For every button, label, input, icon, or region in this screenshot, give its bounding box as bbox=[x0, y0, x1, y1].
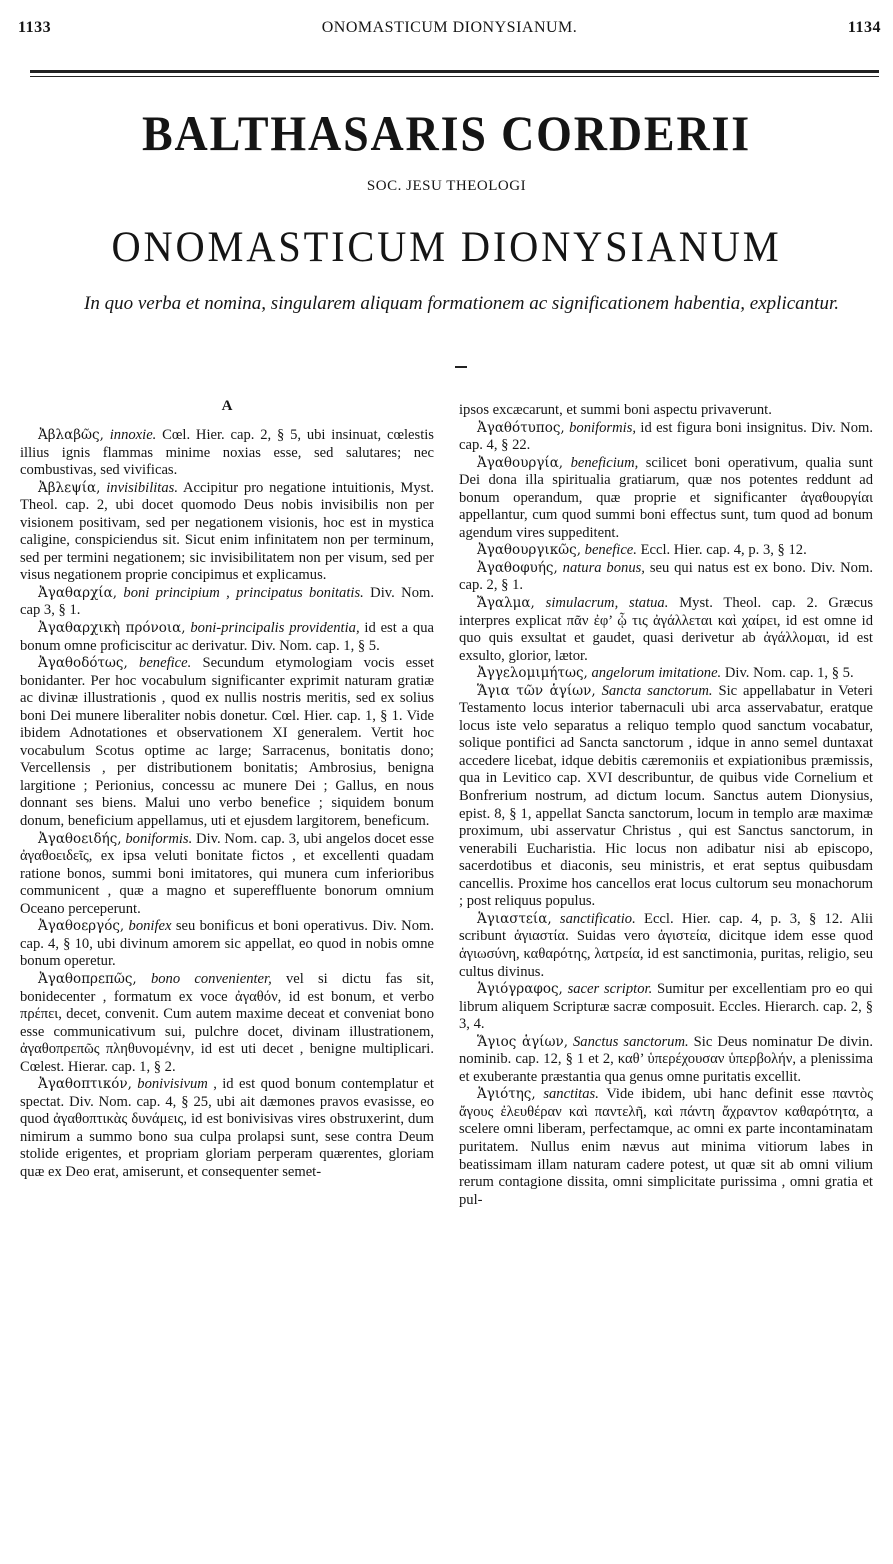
header-rule-thick bbox=[30, 70, 879, 73]
entry-headword: Ἀγαθουργία, bbox=[477, 454, 564, 471]
entry-translation: benefice. bbox=[139, 655, 192, 672]
section-letter: A bbox=[221, 398, 233, 414]
entry-translation: sanctificatio. bbox=[559, 910, 636, 927]
entry-headword: Ἀγαθαρχικὴ πρόνοια, bbox=[38, 620, 186, 637]
left-column bbox=[20, 398, 434, 1182]
dictionary-entry bbox=[459, 420, 873, 455]
entry-text: Sic Deus nominatur De divin. nominib. cap. 12, § 1 et 2, καθ’ ὑπερέχουσαν ὑπερβολήν, a plenissima et exuberante præstantia qua genus omne puritatis excellit. bbox=[459, 1033, 873, 1085]
entry-text: id est a qua bonum omne proficiscitur ac derivatur. Div. Nom. cap. 1, § 5. bbox=[20, 620, 434, 654]
dictionary-entry bbox=[459, 981, 873, 1034]
entry-headword: Ἀγαθαρχία, bbox=[38, 584, 117, 601]
entry-text: Vide ibidem, ubi hanc definit esse παντὸς ἄγους ἐλευθέραν καὶ παντελῆ, καὶ πάντη ἄχραντον καθαρότητα, a scelere omni liberam, perfectamque, ac omni ex parte incontaminatam puritatem. Nullus enim nævus aut minima vitiorum labes in beatissimam illam naturam cadere potest, ut quæ sit ab omni vilium rerum contagione dissita, omni simplicitate purissima , omni gratia et pul- bbox=[459, 1086, 873, 1208]
entry-text: vel si dictu fas sit, bonidecenter , formatum ex voce ἀγαθόν, id est bonum, et verbo πρέπει, decet, convenit. Cum autem maxime deceat et conveniat bono esse communicativum sui, pulchre docet, divinam illustrationem, ἀγαθοπρεπῶς πληθυνομένην, id est uti decet , benigne multiplicari. Cœlest. Hierar. cap. 1, § 2. bbox=[20, 970, 434, 1075]
dictionary-entry bbox=[459, 1086, 873, 1209]
dictionary-entry bbox=[459, 1034, 873, 1087]
work-title: ONOMASTICUM DIONYSIANUM bbox=[111, 224, 782, 271]
dictionary-entry bbox=[459, 560, 873, 595]
entry-text: id est figura boni insignitus. Div. Nom. cap. 4, § 22. bbox=[459, 419, 873, 454]
entry-text: Sic appellabatur in Veteri Testamento locus interior tabernaculi ubi arca asservabatur, eratque locus iste velo separatus a reliquo templo quod sanctum vocabatur, solique pontifici ad Sancta sanctorum , idque in anno semel duntaxat accedere licebat, idque debitis cæremoniis et expiationibus præmissis, qua in Levitico cap. XVI describuntur, de quibus vide Cornelium et Bonfrerium nostrum, ad dictum locum. Sanctus autem Dionysius, epist. 8, § 1, appellat Sancta sanctorum, locum in templo aræ maximæ proximum, ubi asservatur Christus , qui est Sanctus sanctorum, in venerabili Eucharistia. Hic locus non adibatur nisi ab episcopo, sacerdotibus et diaconis, seu ministris, et erat septus quibusdam cancellis. Proxime hos cancellos erat locus cultorum seu monachorum ; post reliquus populus. bbox=[459, 682, 873, 910]
entry-headword: Ἀγαθοφυής, bbox=[477, 559, 558, 576]
author-subtitle: SOC. JESU THEOLOGI bbox=[366, 178, 527, 194]
dictionary-entry bbox=[459, 455, 873, 543]
running-title: ONOMASTICUM DIONYSIANUM. bbox=[321, 19, 578, 36]
right-column bbox=[459, 402, 873, 1209]
entry-text: Cœl. Hier. cap. 2, § 5, ubi insinuat, cœlestis illius ignis flammas minime noxias esse, sed salutares; nec combustivas, sed vivificas. bbox=[20, 427, 434, 479]
dictionary-entry bbox=[459, 595, 873, 665]
work-description: In quo verba et nomina, singularem aliquam formationem ac significationem habentia, explicantur. bbox=[84, 293, 839, 314]
page-number-right: 1134 bbox=[847, 19, 881, 36]
page-number-left: 1133 bbox=[18, 19, 52, 36]
entry-headword: Ἀβλεψία, bbox=[38, 479, 101, 496]
entry-translation: sacer scriptor. bbox=[567, 981, 653, 998]
entry-translation: boni-principalis providentia, bbox=[190, 620, 360, 637]
entry-text: Accipitur pro negatione intuitionis, Myst. Theol. cap. 2, ubi docet quomodo Deus nobis invisibilis non per visionem positivam, sed per negationem visionis, hoc est in mystica caligine, conspiciendus sit. Sicut enim infinitatem non per terminum, sed per termini negationem; sic invisibilitatem non per visum, sed per visus negationem proprie concipimus et explicamus. bbox=[20, 479, 434, 584]
dictionary-entry bbox=[20, 427, 434, 480]
dictionary-entry bbox=[20, 620, 434, 655]
entry-translation: boniformis. bbox=[125, 830, 193, 847]
dictionary-entry bbox=[20, 585, 434, 620]
running-head bbox=[18, 15, 881, 41]
entry-headword: Ἀγαθοπρεπῶς, bbox=[38, 970, 137, 987]
entry-text: Sumitur per excellentiam pro eo qui librum aliquem Scripturæ sacræ composuit. Eccles. Hierarch. cap. 2, § 3, 4. bbox=[459, 981, 873, 1033]
entry-text: Div. Nom. cap. 1, § 5. bbox=[721, 665, 854, 682]
author-title: BALTHASARIS CORDERII bbox=[141, 105, 751, 161]
entry-translation: bonifex bbox=[128, 918, 172, 935]
dictionary-entry bbox=[20, 918, 434, 971]
entry-headword: Ἀγαθοεργός, bbox=[38, 918, 125, 935]
dictionary-entry bbox=[459, 665, 873, 683]
dictionary-entry bbox=[20, 480, 434, 585]
entry-translation: bono convenienter, bbox=[150, 970, 272, 987]
entry-headword: Ἀγαθοπτικόν, bbox=[38, 1076, 132, 1093]
entry-text: Eccl. Hier. cap. 4, p. 3, § 12. Alii scribunt ἁγιαστία. Suidas vero ἁγιστεία, dicitque idem esse quod ἁγιωσύνη, καθαρότης, λατρεία, id est sanctimonia, puritas, religio, seu cultus divinus. bbox=[459, 910, 873, 980]
dictionary-entry bbox=[20, 831, 434, 919]
entry-headword: Ἀγγελομιμήτως, bbox=[477, 665, 588, 682]
entry-text: scilicet boni operativum, qualia sunt Dei dona illa spiritualia gratiarum, quæ nos potentes reddunt ad bonum operandum, quæ proprie et significanter ἀγαθουργίαι appellantur, cum quod summi boni effectus sunt, tum quod ad bonum agendum vires suppeditent. bbox=[459, 454, 873, 541]
separator-dash bbox=[455, 366, 467, 368]
entry-headword: Ἀβλαβῶς, bbox=[38, 427, 104, 443]
entry-translation: Sanctus sanctorum. bbox=[573, 1033, 689, 1050]
entry-translation: innoxie. bbox=[109, 427, 157, 443]
entry-headword: Ἀγαθότυπος, bbox=[477, 419, 565, 436]
entry-translation: benefice. bbox=[584, 542, 637, 559]
entry-headword: Ἅγιος ἁγίων, bbox=[477, 1033, 568, 1050]
entry-text: , id est quod bonum contemplatur et spectat. Div. Nom. cap. 4, § 25, ubi ait dæmones pravos evasisse, eo quod ἀγαθοπτικὰς δυνάμεις, id est bonivisivas vires obstruxerint, dum nimirum a summo bono sua culpa prolapsi sunt, sese contra Deum stolide erigentes, et propriam gloriam perperam quærentes, gloriam quæ ex Deo erat, amiserunt, et consequenter semet- bbox=[20, 1076, 434, 1180]
header-rule-thin bbox=[30, 76, 879, 77]
entry-text: Secundum etymologiam vocis esset bonidanter. Per hoc vocabulum significanter exprimit naturam gratiæ ac divinæ illustrationis , quod ex nullis nostris meritis, sed ex solius boni Dei munere liberaliter nobis donetur. Cœl. Hier. cap. 1, § 1. Vide ibidem Adnotationes et observationem XI generalem. Vertit hoc vocabulum Scotus optime ac large; Sarracenus, bonitatis dono; Vercellensis , per distributionem bonitatis; Ambrosius, benigna largitione ; Perionius, concessu ac munere Dei ; Gallus, en nous donnant ses biens. Malui uno verbo benefice ; siquidem bonum donum, beneficium appellamus, uti et ejusdem largitorem, beneficum. bbox=[20, 655, 434, 830]
dictionary-entry bbox=[459, 402, 873, 420]
entry-text: Div. Nom. cap 3, § 1. bbox=[20, 584, 434, 619]
entry-headword: Ἁγιαστεία, bbox=[477, 910, 552, 927]
dictionary-entry bbox=[459, 683, 873, 911]
entry-headword: Ἅγια τῶν ἁγίων, bbox=[477, 682, 596, 699]
entry-text: seu qui natus est ex bono. Div. Nom. cap. 2, § 1. bbox=[459, 559, 873, 594]
dictionary-entry bbox=[459, 542, 873, 560]
entry-headword: Ἁγιότης, bbox=[477, 1086, 536, 1103]
entry-translation: simulacrum, statua. bbox=[545, 595, 669, 612]
dictionary-entry bbox=[20, 655, 434, 830]
entry-translation: invisibilitas. bbox=[106, 479, 178, 496]
entry-headword: Ἄγαλμα, bbox=[477, 595, 535, 612]
dictionary-entry bbox=[20, 1076, 434, 1181]
entry-headword: Ἁγιόγραφος, bbox=[477, 981, 563, 998]
entry-headword: Ἀγαθοδότως, bbox=[38, 655, 128, 672]
entry-translation: sanctitas. bbox=[543, 1086, 599, 1103]
entry-headword: Ἀγαθουργικῶς, bbox=[477, 542, 581, 559]
entry-translation: natura bonus, bbox=[562, 559, 645, 576]
entry-text: Eccl. Hier. cap. 4, p. 3, § 12. bbox=[636, 542, 807, 559]
entry-text: Myst. Theol. cap. 2. Græcus interpres explicat πᾶν ἐφ’ ᾧ τις ἀγάλλεται καὶ χαίρει, id est omne id quo quis exsultat et gaudet, quasi derivetur ab ἀγάλλομαι, id est exsulto, glorior, lætor. bbox=[459, 595, 873, 664]
dictionary-entry bbox=[459, 911, 873, 981]
entry-text: seu bonificus et boni operativus. Div. Nom. cap. 4, § 10, ubi divinum amorem sic appellat, eo quod in nobis omne bonum operetur. bbox=[20, 918, 434, 970]
dictionary-entry bbox=[20, 971, 434, 1076]
entry-text: Div. Nom. cap. 3, ubi angelos docet esse ἀγαθοειδεῖς, ex ipsa veluti bonitate fictos , et excellenti quadam ratione bonos, summi boni imitatores, qui munera cum inferioribus communicent , quæ a magno et supereffluente bonorum omnium Oceano perceperunt. bbox=[20, 830, 434, 917]
entry-translation: boniformis, bbox=[569, 419, 637, 436]
entry-translation: angelorum imitatione. bbox=[591, 665, 722, 682]
entry-translation: beneficium, bbox=[570, 454, 639, 471]
entry-translation: boni principium , principatus bonitatis. bbox=[123, 584, 364, 601]
entry-translation: bonivisivum bbox=[137, 1076, 208, 1093]
entry-text: ipsos excæcarunt, et summi boni aspectu privaverunt. bbox=[459, 402, 772, 418]
entry-headword: Ἀγαθοειδής, bbox=[38, 830, 122, 847]
entry-translation: Sancta sanctorum. bbox=[601, 682, 713, 699]
